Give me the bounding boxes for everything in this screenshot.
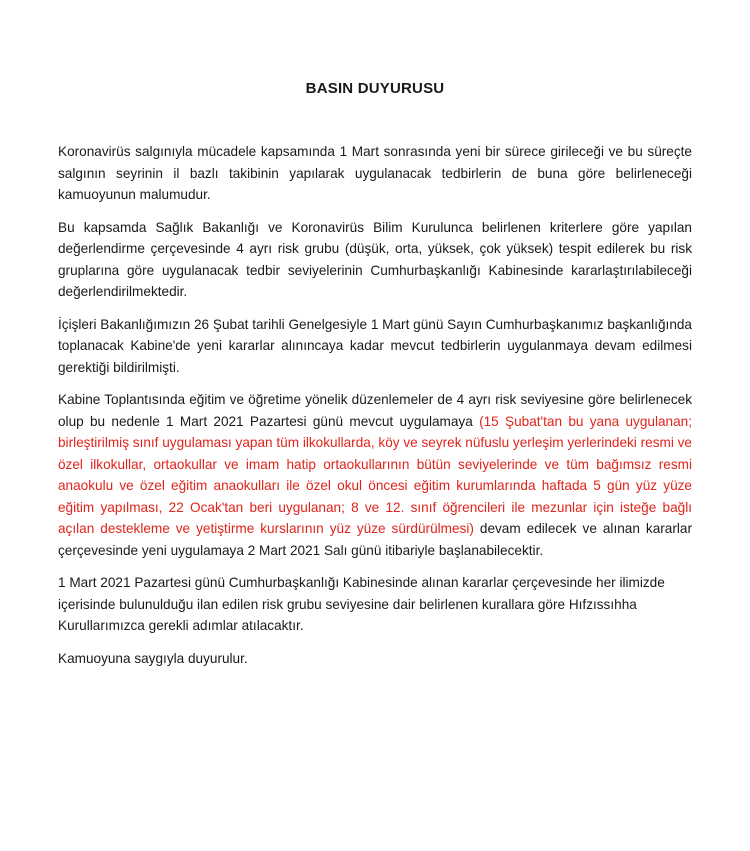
- paragraph-6: Kamuoyuna saygıyla duyurulur.: [58, 650, 248, 666]
- paragraph-4-highlight: (15 Şubat'tan bu yana uygulanan; birleştirilmiş sınıf uygulaması yapan tüm ilkokullarda, köy ve seyrek nüfuslu yerleşim yerlerindeki resmi ve özel ilkokullar, ortaokullar ve imam hatip ortaokullarının bütün seviyelerinde ve tüm bağımsız resmi anaokulu ve özel eğitim anaokulları ile özel okul öncesi eğitim kurumlarında haftada 5 gün yüz yüze eğitim yapılması, 22 Ocak'tan beri uygulanan; 8 ve 12. sınıf öğrencileri ile mezunlar için isteğe bağlı açılan destekleme ve yetiştirme kurslarının yüz yüze sürdürülmesi): [58, 413, 692, 536]
- paragraph-1: Koronavirüs salgınıyla mücadele kapsamında 1 Mart sonrasında yeni bir sürece girileceği ve bu süreçte salgının seyrinin il bazlı takibinin yapılarak uygulanacak tedbirlerin de buna göre belirleneceği kamuoyunun malumudur.: [58, 144, 692, 202]
- paragraph-5: 1 Mart 2021 Pazartesi günü Cumhurbaşkanlığı Kabinesinde alınan kararlar çerçevesinde her ilimizde içerisinde bulunulduğu ilan edilen risk grubu seviyesine dair belirlenen kurallara göre Hıfzıssıhha Kurullarımızca gerekli adımlar atılacaktır.: [58, 575, 665, 633]
- document-title: BASIN DUYURUSU: [305, 80, 445, 97]
- paragraph-4-outro: devam edilecek ve alınan kararlar çerçevesinde yeni uygulamaya 2 Mart 2021 Salı günü itibariyle başlanabilecektir.: [58, 521, 692, 558]
- paragraph-4-intro: Kabine Toplantısında eğitim ve öğretime yönelik düzenlemeler de 4 ayrı risk seviyesine göre belirlenecek olup bu nedenle 1 Mart 2021 Pazartesi günü mevcut uygulamaya: [58, 392, 692, 429]
- paragraph-3: İçişleri Bakanlığımızın 26 Şubat tarihli Genelgesiyle 1 Mart günü Sayın Cumhurbaşkanımız başkanlığında toplanacak Kabine'de yeni kararlar alınıncaya kadar mevcut tedbirlerin uygulanmaya devam edilmesi gerektiği bildirilmişti.: [58, 316, 692, 375]
- paragraph-4: [58, 389, 692, 561]
- document-body: [58, 141, 692, 680]
- paragraph-2: Bu kapsamda Sağlık Bakanlığı ve Koronavirüs Bilim Kurulunca belirlenen kriterlere göre yapılan değerlendirme çerçevesinde 4 ayrı risk grubu (düşük, orta, yüksek, çok yüksek) tespit edilerek bu risk gruplarına göre uygulanacak tedbir seviyelerinin Cumhurbaşkanlığı Kabinesinde kararlaştırılabileceği değerlendirilmektedir.: [58, 219, 692, 299]
